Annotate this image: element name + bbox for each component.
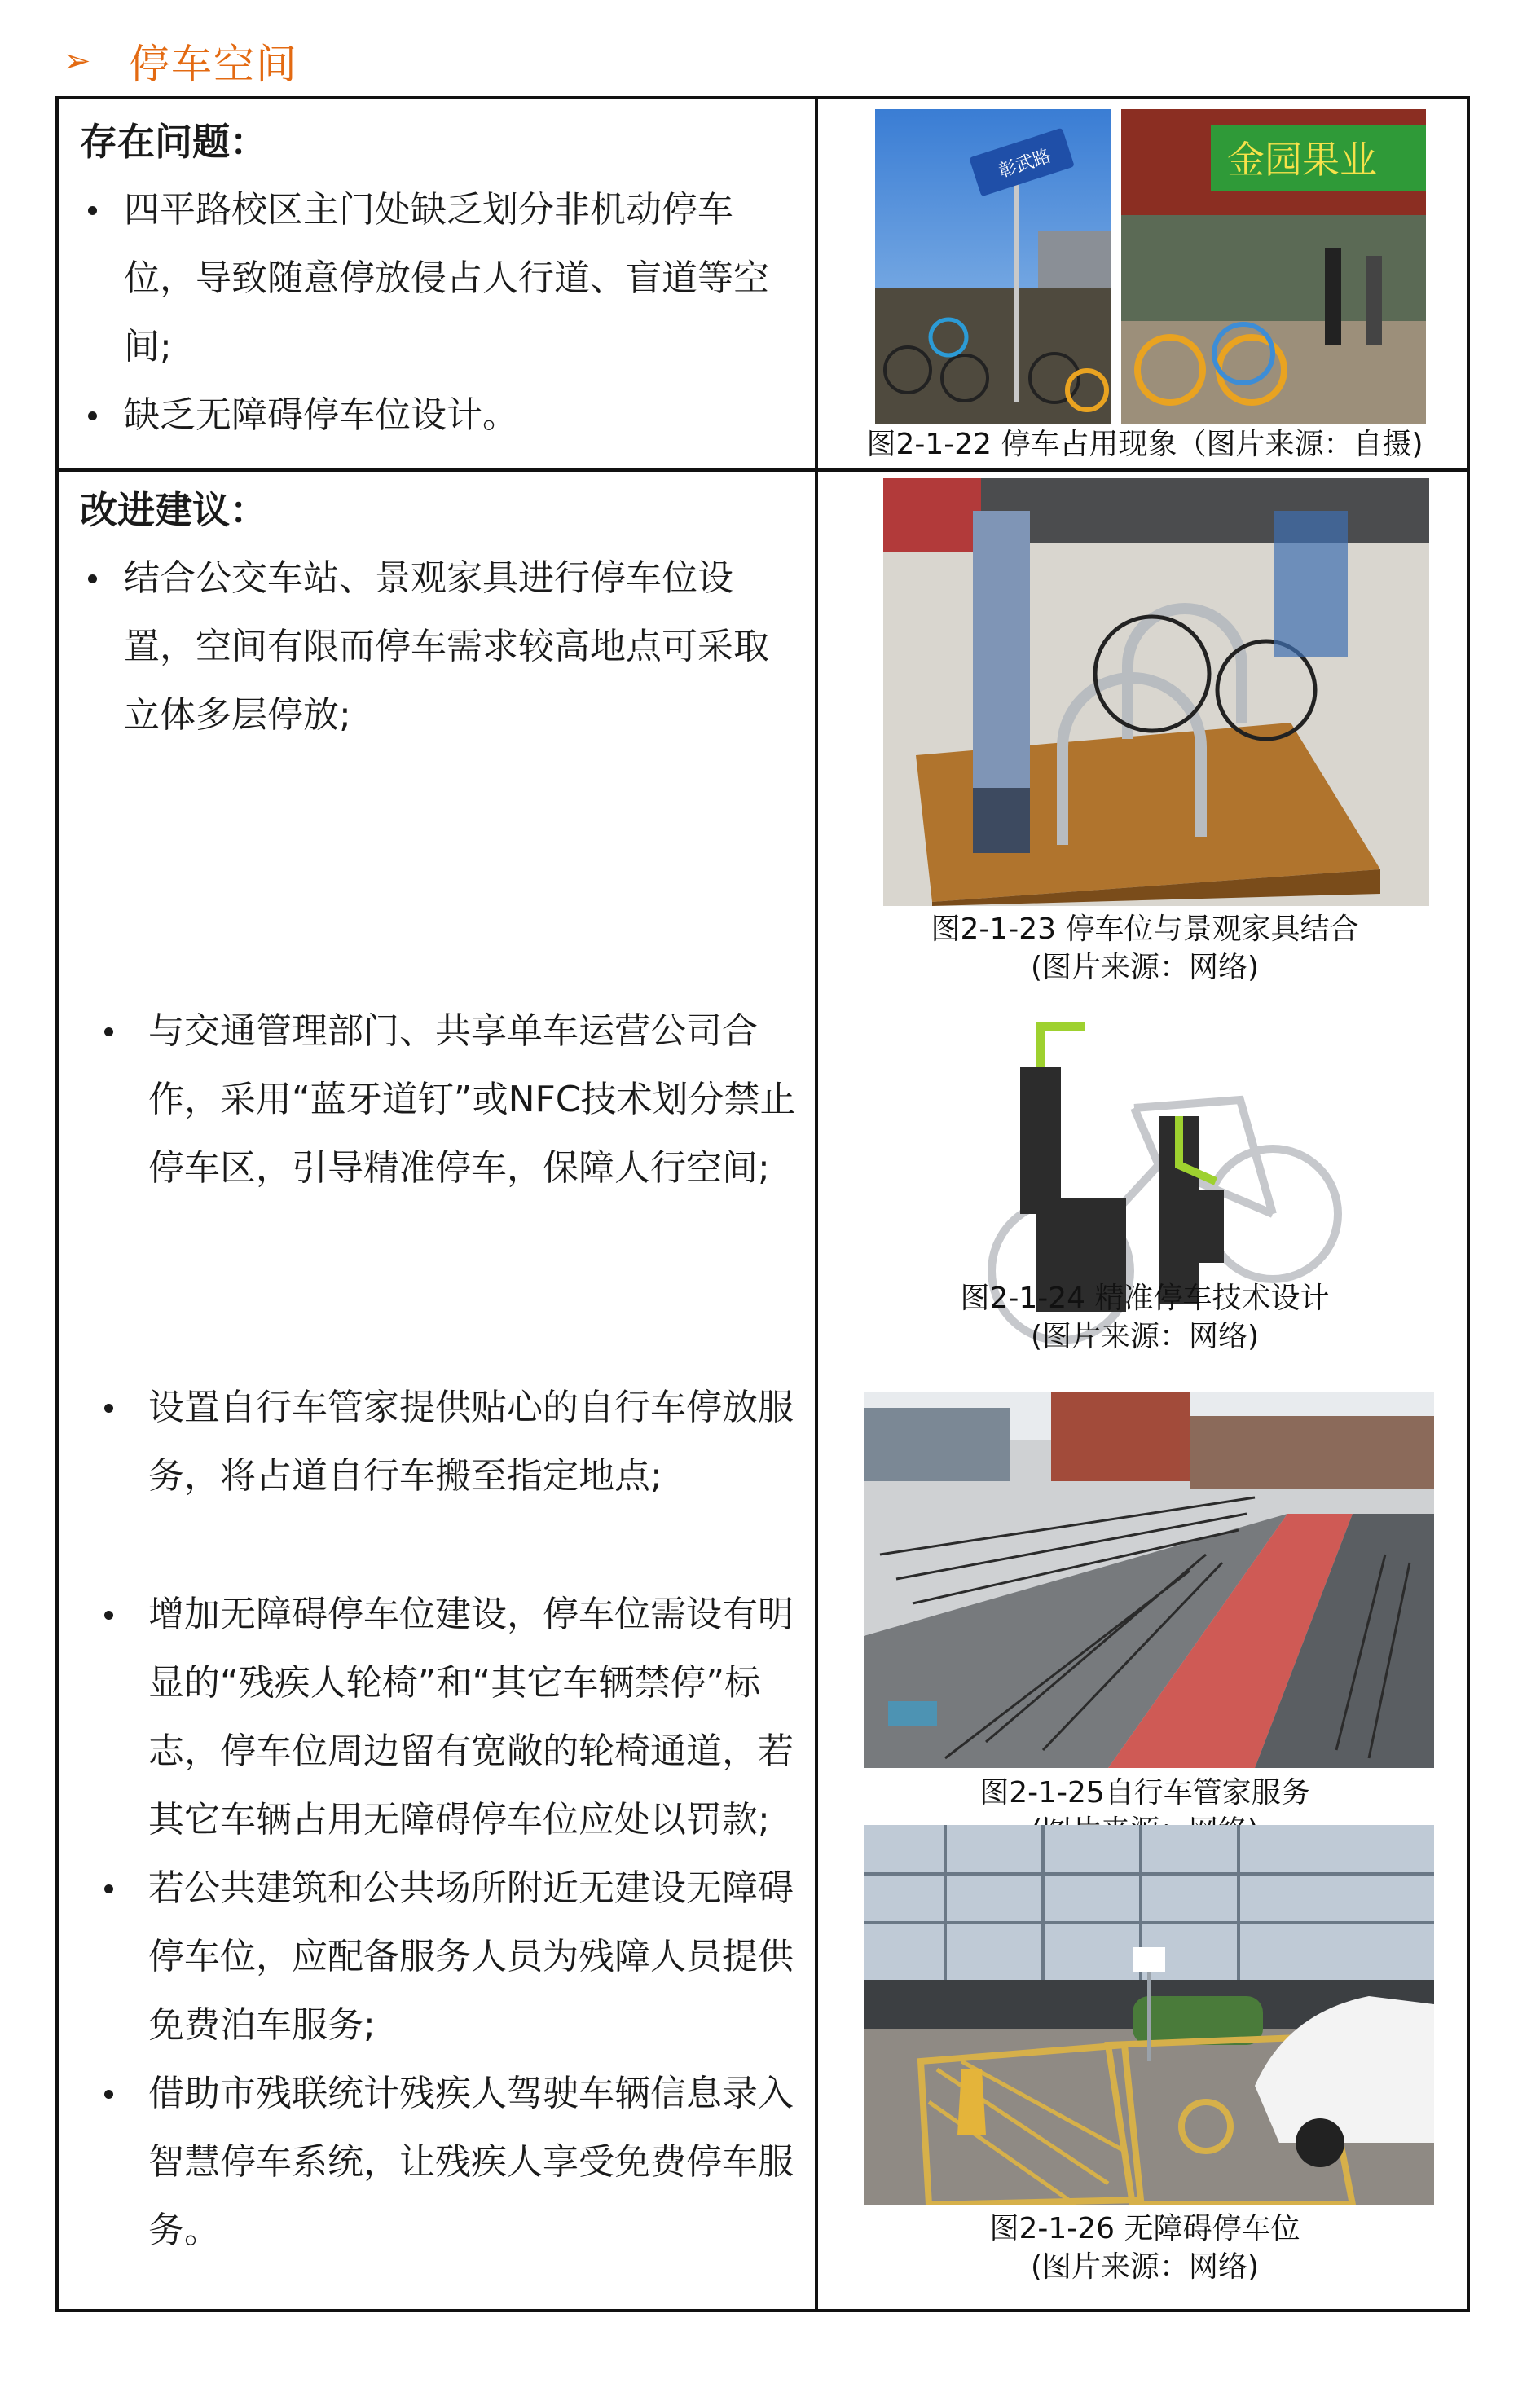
suggestions-cell-3 xyxy=(80,1374,797,1511)
suggestion-item: 若公共建筑和公共场所附近无建设无障碍停车位，应配备服务人员为残障人员提供免费泊车服务; xyxy=(80,1854,797,2060)
bike-valet-photo-image xyxy=(864,1392,1434,1768)
problems-cell xyxy=(80,108,797,450)
suggestions-cell-4 xyxy=(80,1581,797,2265)
suggestions-heading: 改进建议： xyxy=(80,488,267,532)
figure-caption-25-title: 图2-1-25自行车管家服务 xyxy=(979,1776,1310,1810)
bike-valet-photo xyxy=(864,1392,1434,1768)
accessible-parking-photo-image xyxy=(864,1825,1434,2205)
table-divider-vertical xyxy=(815,99,818,2309)
street-sign-text: 彰武路 xyxy=(996,146,1054,183)
suggestion-item: 增加无障碍停车位建设，停车位需设有明显的“残疾人轮椅”和“其它车辆禁停”标志，停车位周边留有宽敞的轮椅通道，若其它车辆占用无障碍停车位应处以罚款; xyxy=(80,1581,797,1854)
bench-rack-photo-image xyxy=(883,478,1429,906)
section-title: 停车空间 xyxy=(129,41,298,88)
shop-sign-text: 金园果业 xyxy=(1227,138,1377,182)
figure-caption-26-source: (图片来源：网络) xyxy=(1030,2250,1260,2284)
figure-caption-22: 图2-1-22 停车占用现象（图片来源：自摄) xyxy=(866,428,1423,461)
shop-sidewalk-photo xyxy=(1121,109,1426,424)
accessible-parking-photo xyxy=(864,1825,1434,2205)
figure-caption-23-source: (图片来源：网络) xyxy=(1030,951,1260,984)
figure-caption-23 xyxy=(823,910,1467,987)
problems-heading: 存在问题： xyxy=(80,120,267,164)
content-table xyxy=(55,96,1470,2312)
problem-item: 四平路校区主门处缺乏划分非机动停车位，导致随意停放侵占人行道、盲道等空间; xyxy=(80,176,797,381)
bench-rack-photo xyxy=(883,478,1429,906)
street-sign-photo xyxy=(875,109,1111,424)
table-divider-horizontal xyxy=(59,468,1467,472)
figure-caption-26-title: 图2-1-26 无障碍停车位 xyxy=(989,2212,1300,2245)
suggestion-item: 设置自行车管家提供贴心的自行车停放服务，将占道自行车搬至指定地点; xyxy=(80,1374,797,1511)
section-heading xyxy=(64,33,298,90)
suggestions-cell-2 xyxy=(80,997,797,1203)
figure-caption-24 xyxy=(823,1279,1467,1356)
problem-item: 缺乏无障碍停车位设计。 xyxy=(80,381,797,450)
shop-sidewalk-photo-image xyxy=(1121,109,1426,424)
suggestion-item: 借助市残联统计残疾人驾驶车辆信息录入智慧停车系统，让残疾人享受免费停车服务。 xyxy=(80,2060,797,2265)
figure-caption-24-title: 图2-1-24 精准停车技术设计 xyxy=(960,1282,1330,1315)
suggestion-item: 与交通管理部门、共享单车运营公司合作，采用“蓝牙道钉”或NFC技术划分禁止停车区，引导精准停车，保障人行空间; xyxy=(80,997,797,1203)
suggestion-item: 结合公交车站、景观家具进行停车位设置，空间有限而停车需求较高地点可采取立体多层停放; xyxy=(80,544,797,750)
figure-caption-24-source: (图片来源：网络) xyxy=(1030,1320,1260,1353)
arrow-icon: ➢ xyxy=(64,42,91,80)
figure-caption-23-title: 图2-1-23 停车位与景观家具结合 xyxy=(931,913,1359,946)
suggestions-cell xyxy=(80,476,797,750)
figure-caption-26 xyxy=(823,2210,1467,2286)
street-sign-photo-image xyxy=(875,109,1111,424)
